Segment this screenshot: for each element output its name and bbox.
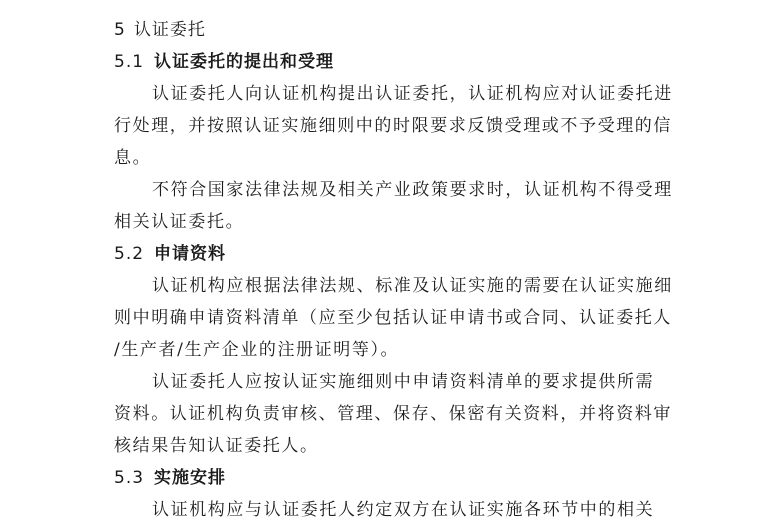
paragraph — [114, 494, 674, 526]
paragraph-line: 资料。认证机构负责审核、管理、保存、保密有关资料，并将资料审 — [114, 404, 672, 424]
paragraph — [114, 78, 674, 174]
paragraph — [114, 174, 674, 238]
subsection-title: 认证委托的提出和受理 — [154, 52, 335, 72]
paragraph — [114, 270, 674, 366]
section-number: 5 — [114, 20, 126, 40]
paragraph-line: 行处理，并按照认证实施细则中的时限要求反馈受理或不予受理的信 — [114, 116, 672, 136]
subsection-heading — [114, 462, 674, 494]
paragraph-line: 息。 — [114, 148, 152, 168]
subsection-number: 5.2 — [114, 244, 145, 264]
subsection-number: 5.1 — [114, 52, 145, 72]
paragraph-line: 核结果告知认证委托人。 — [114, 436, 319, 456]
subsection-title: 申请资料 — [154, 244, 227, 264]
paragraph — [114, 366, 674, 462]
subsection-title: 实施安排 — [154, 468, 227, 488]
paragraph-line: /生产者/生产企业的注册证明等）。 — [114, 340, 400, 360]
paragraph-line: 认证委托人向认证机构提出认证委托，认证机构应对认证委托进 — [152, 84, 673, 104]
paragraph-line: 认证机构应与认证委托人约定双方在认证实施各环节中的相关 — [152, 500, 655, 520]
section-heading — [114, 14, 674, 46]
subsection-number: 5.3 — [114, 468, 145, 488]
subsection-heading — [114, 238, 674, 270]
paragraph-line: 相关认证委托。 — [114, 212, 245, 232]
document-page — [114, 14, 674, 526]
paragraph-line: 则中明确申请资料清单（应至少包括认证申请书或合同、认证委托人 — [114, 308, 672, 328]
paragraph-line: 认证机构应根据法律法规、标准及认证实施的需要在认证实施细 — [152, 276, 673, 296]
subsection-heading — [114, 46, 674, 78]
paragraph-line: 认证委托人应按认证实施细则中申请资料清单的要求提供所需 — [152, 372, 655, 392]
section-title: 认证委托 — [133, 20, 206, 40]
paragraph-line: 不符合国家法律法规及相关产业政策要求时，认证机构不得受理 — [152, 180, 673, 200]
